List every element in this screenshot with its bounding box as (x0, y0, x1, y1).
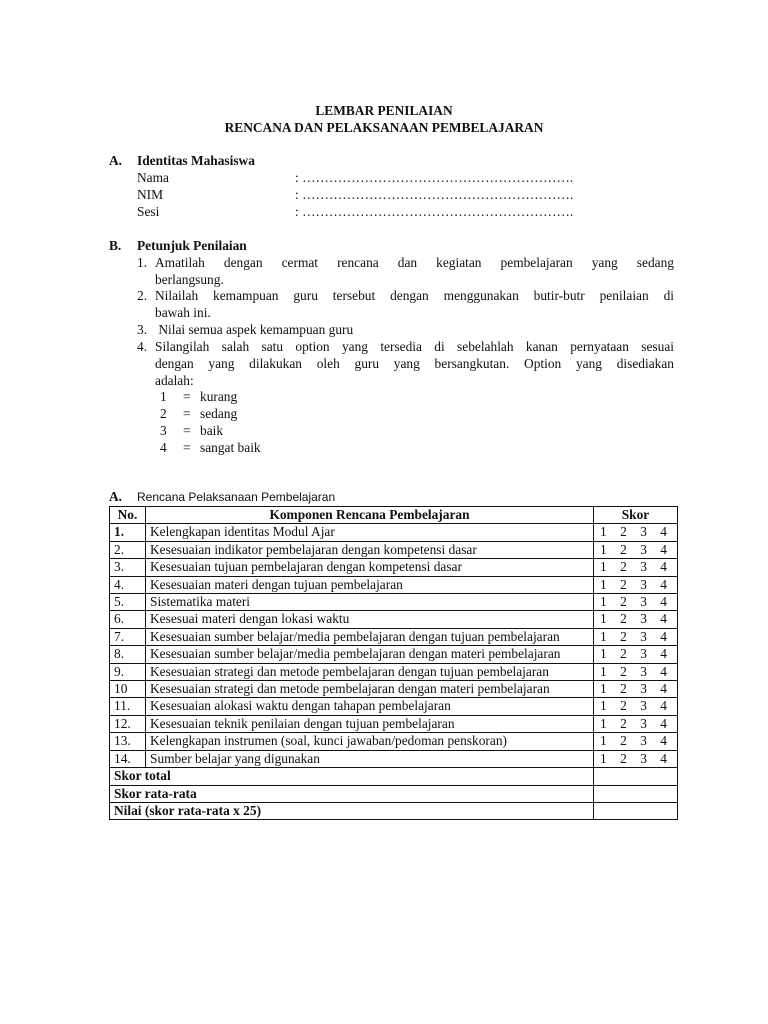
table-row (110, 715, 678, 732)
score-option[interactable]: 4 (660, 715, 667, 731)
summary-value-cell[interactable] (594, 768, 678, 785)
score-option[interactable]: 1 (600, 594, 607, 610)
instruction-text: Nilai semua aspek kemampuan guru (155, 322, 354, 337)
score-options (598, 629, 673, 645)
score-option[interactable]: 2 (620, 594, 627, 610)
row-score (594, 646, 678, 663)
score-options (598, 594, 673, 610)
row-component: Sumber belajar yang digunakan (146, 750, 594, 767)
option-desc: baik (200, 423, 224, 438)
score-option[interactable]: 2 (620, 646, 627, 662)
summary-total-row (110, 768, 678, 785)
summary-average-row (110, 785, 678, 802)
score-options (598, 733, 673, 749)
identity-field-nama[interactable] (137, 170, 607, 187)
score-option[interactable]: 4 (660, 646, 667, 662)
table-row (110, 559, 678, 576)
row-score (594, 611, 678, 628)
score-option[interactable]: 3 (640, 733, 647, 749)
rpp-section-title: Rencana Pelaksanaan Pembelajaran (137, 490, 336, 504)
instruction-number: 3. (137, 322, 148, 337)
instruction-number: 1. (137, 255, 148, 270)
row-component: Kesesuai materi dengan lokasi waktu (146, 611, 594, 628)
row-score (594, 594, 678, 611)
option-equals: = (183, 440, 191, 455)
row-number: 10 (110, 681, 146, 698)
score-option[interactable]: 1 (600, 646, 607, 662)
score-option[interactable]: 2 (620, 698, 627, 714)
rpp-section-letter: A. (109, 489, 123, 504)
row-score (594, 663, 678, 680)
score-option[interactable]: 2 (620, 715, 627, 731)
identity-field-sesi[interactable] (137, 204, 607, 221)
table-row (110, 698, 678, 715)
option-value: 1 (160, 389, 167, 404)
row-number: 4. (110, 576, 146, 593)
option-desc: sangat baik (200, 440, 261, 455)
score-option[interactable]: 3 (640, 750, 647, 766)
row-number: 3. (110, 559, 146, 576)
score-option[interactable]: 1 (600, 663, 607, 679)
score-option[interactable]: 3 (640, 576, 647, 592)
row-score (594, 628, 678, 645)
option-equals: = (183, 406, 191, 421)
row-number: 6. (110, 611, 146, 628)
score-option[interactable]: 4 (660, 733, 667, 749)
score-option[interactable]: 4 (660, 524, 667, 540)
score-option[interactable]: 1 (600, 681, 607, 697)
row-score (594, 750, 678, 767)
row-number: 8. (110, 646, 146, 663)
row-score (594, 698, 678, 715)
table-row (110, 611, 678, 628)
table-row (110, 541, 678, 558)
row-score (594, 733, 678, 750)
row-component: Kesesuaian tujuan pembelajaran dengan kompetensi dasar (146, 559, 594, 576)
row-number: 9. (110, 663, 146, 680)
option-desc: kurang (200, 389, 238, 404)
score-option[interactable]: 2 (620, 559, 627, 575)
score-options (598, 559, 673, 575)
score-option[interactable]: 1 (600, 611, 607, 627)
row-score (594, 541, 678, 558)
assessment-table (109, 506, 678, 820)
option-value: 4 (160, 440, 167, 455)
score-option[interactable]: 4 (660, 541, 667, 557)
table-row (110, 646, 678, 663)
score-option[interactable]: 1 (600, 524, 607, 540)
score-options (598, 698, 673, 714)
page-subtitle: RENCANA DAN PELAKSANAAN PEMBELAJARAN (224, 120, 544, 135)
score-option[interactable]: 1 (600, 698, 607, 714)
row-score (594, 715, 678, 732)
section-b-heading (109, 238, 247, 255)
row-component: Kesesuaian sumber belajar/media pembelajaran dengan materi pembelajaran (146, 646, 594, 663)
score-option[interactable]: 1 (600, 715, 607, 731)
option-1 (160, 389, 360, 406)
option-4 (160, 440, 360, 457)
score-option[interactable]: 1 (600, 750, 607, 766)
score-option[interactable]: 2 (620, 576, 627, 592)
table-row (110, 733, 678, 750)
score-option[interactable]: 1 (600, 733, 607, 749)
row-component: Kelengkapan instrumen (soal, kunci jawaban/pedoman penskoran) (146, 733, 594, 750)
score-options (598, 751, 673, 767)
rpp-section-heading (109, 489, 335, 506)
row-component: Kesesuaian sumber belajar/media pembelajaran dengan tujuan pembelajaran (146, 628, 594, 645)
score-options (598, 577, 673, 593)
row-number: 5. (110, 594, 146, 611)
score-option[interactable]: 2 (620, 733, 627, 749)
score-option[interactable]: 3 (640, 594, 647, 610)
section-b-letter: B. (109, 238, 122, 253)
header-component: Komponen Rencana Pembelajaran (146, 507, 594, 524)
option-equals: = (183, 389, 191, 404)
table-row (110, 628, 678, 645)
score-option[interactable]: 3 (640, 524, 647, 540)
score-option[interactable]: 4 (660, 628, 667, 644)
score-option[interactable]: 4 (660, 663, 667, 679)
option-2 (160, 406, 360, 423)
instruction-text-cont: adalah: (155, 373, 194, 388)
score-options (598, 716, 673, 732)
row-number: 7. (110, 628, 146, 645)
score-options (598, 611, 673, 627)
score-option[interactable]: 4 (660, 611, 667, 627)
row-number: 14. (110, 750, 146, 767)
table-row (110, 663, 678, 680)
score-option[interactable]: 4 (660, 559, 667, 575)
score-option[interactable]: 1 (600, 576, 607, 592)
row-component: Kelengkapan identitas Modul Ajar (146, 524, 594, 541)
score-option[interactable]: 3 (640, 681, 647, 697)
row-component: Kesesuaian alokasi waktu dengan tahapan pembelajaran (146, 698, 594, 715)
instruction-text: Amatilah dengan cermat rencana dan kegiatan pembelajaran yang sedang (155, 255, 674, 270)
summary-value-cell[interactable] (594, 802, 678, 819)
identity-blank[interactable]: : ……………………………………………………. (295, 204, 574, 219)
score-option[interactable]: 3 (640, 611, 647, 627)
table-row (110, 576, 678, 593)
instruction-text: Nilailah kemampuan guru tersebut dengan menggunakan butir-butr penilaian di (155, 288, 674, 303)
option-desc: sedang (200, 406, 238, 421)
option-equals: = (183, 423, 191, 438)
row-number: 1. (110, 524, 146, 541)
row-score (594, 681, 678, 698)
row-component: Kesesuaian materi dengan tujuan pembelajaran (146, 576, 594, 593)
score-option[interactable]: 4 (660, 576, 667, 592)
row-component: Kesesuaian strategi dan metode pembelajaran dengan tujuan pembelajaran (146, 663, 594, 680)
score-option[interactable]: 4 (660, 698, 667, 714)
score-option[interactable]: 1 (600, 541, 607, 557)
score-options (598, 664, 673, 680)
header-no: No. (110, 507, 146, 524)
score-option[interactable]: 2 (620, 663, 627, 679)
score-option[interactable]: 3 (640, 715, 647, 731)
instruction-text: Silangilah salah satu option yang tersedia di sebelahlah kanan pernyataan sesuai (155, 339, 674, 354)
row-number: 11. (110, 698, 146, 715)
option-3 (160, 423, 360, 440)
row-component: Kesesuaian indikator pembelajaran dengan kompetensi dasar (146, 541, 594, 558)
score-option[interactable]: 4 (660, 681, 667, 697)
score-option[interactable]: 2 (620, 524, 627, 540)
summary-label: Skor rata-rata (110, 785, 594, 802)
score-option[interactable]: 1 (600, 559, 607, 575)
table-header-row (110, 507, 678, 524)
score-option[interactable]: 4 (660, 750, 667, 766)
table-row (110, 594, 678, 611)
header-score: Skor (594, 507, 678, 524)
section-a-title: Identitas Mahasiswa (137, 153, 255, 168)
row-number: 12. (110, 715, 146, 732)
score-options (598, 681, 673, 697)
page-title: LEMBAR PENILAIAN (315, 103, 453, 118)
score-option[interactable]: 2 (620, 628, 627, 644)
score-option[interactable]: 4 (660, 594, 667, 610)
score-option[interactable]: 1 (600, 628, 607, 644)
row-score (594, 524, 678, 541)
row-number: 2. (110, 541, 146, 558)
summary-label: Nilai (skor rata-rata x 25) (110, 802, 594, 819)
score-option[interactable]: 2 (620, 750, 627, 766)
score-option[interactable]: 3 (640, 663, 647, 679)
option-value: 3 (160, 423, 167, 438)
score-options (598, 524, 673, 540)
summary-value-cell[interactable] (594, 785, 678, 802)
score-option[interactable]: 3 (640, 646, 647, 662)
identity-blank[interactable]: : ……………………………………………………. (295, 170, 574, 185)
score-option[interactable]: 2 (620, 541, 627, 557)
table-row (110, 750, 678, 767)
instruction-text-cont: dengan yang dilakukan oleh guru yang bersangkutan. Option yang disediakan (155, 356, 674, 371)
score-options (598, 542, 673, 558)
score-option[interactable]: 3 (640, 559, 647, 575)
row-number: 13. (110, 733, 146, 750)
identity-label: Sesi (137, 204, 160, 219)
row-score (594, 576, 678, 593)
section-b-title: Petunjuk Penilaian (137, 238, 247, 253)
section-a-letter: A. (109, 153, 123, 168)
option-value: 2 (160, 406, 167, 421)
summary-label: Skor total (110, 768, 594, 785)
score-options (598, 646, 673, 662)
identity-label: NIM (137, 187, 164, 202)
score-option[interactable]: 2 (620, 611, 627, 627)
instruction-text-cont: bawah ini. (155, 305, 211, 320)
summary-grade-row (110, 802, 678, 819)
identity-blank[interactable]: : ……………………………………………………. (295, 187, 574, 202)
identity-label: Nama (137, 170, 169, 185)
score-option[interactable]: 2 (620, 681, 627, 697)
identity-field-nim[interactable] (137, 187, 607, 204)
instruction-number: 4. (137, 339, 148, 354)
row-component: Sistematika materi (146, 594, 594, 611)
table-row (110, 681, 678, 698)
score-option[interactable]: 3 (640, 698, 647, 714)
row-score (594, 559, 678, 576)
row-component: Kesesuaian strategi dan metode pembelajaran dengan materi pembelajaran (146, 681, 594, 698)
instruction-number: 2. (137, 288, 148, 303)
row-component: Kesesuaian teknik penilaian dengan tujuan pembelajaran (146, 715, 594, 732)
score-option[interactable]: 3 (640, 628, 647, 644)
section-a-heading (109, 153, 255, 170)
table-row (110, 524, 678, 541)
score-option[interactable]: 3 (640, 541, 647, 557)
instruction-text-cont: berlangsung. (155, 272, 224, 287)
